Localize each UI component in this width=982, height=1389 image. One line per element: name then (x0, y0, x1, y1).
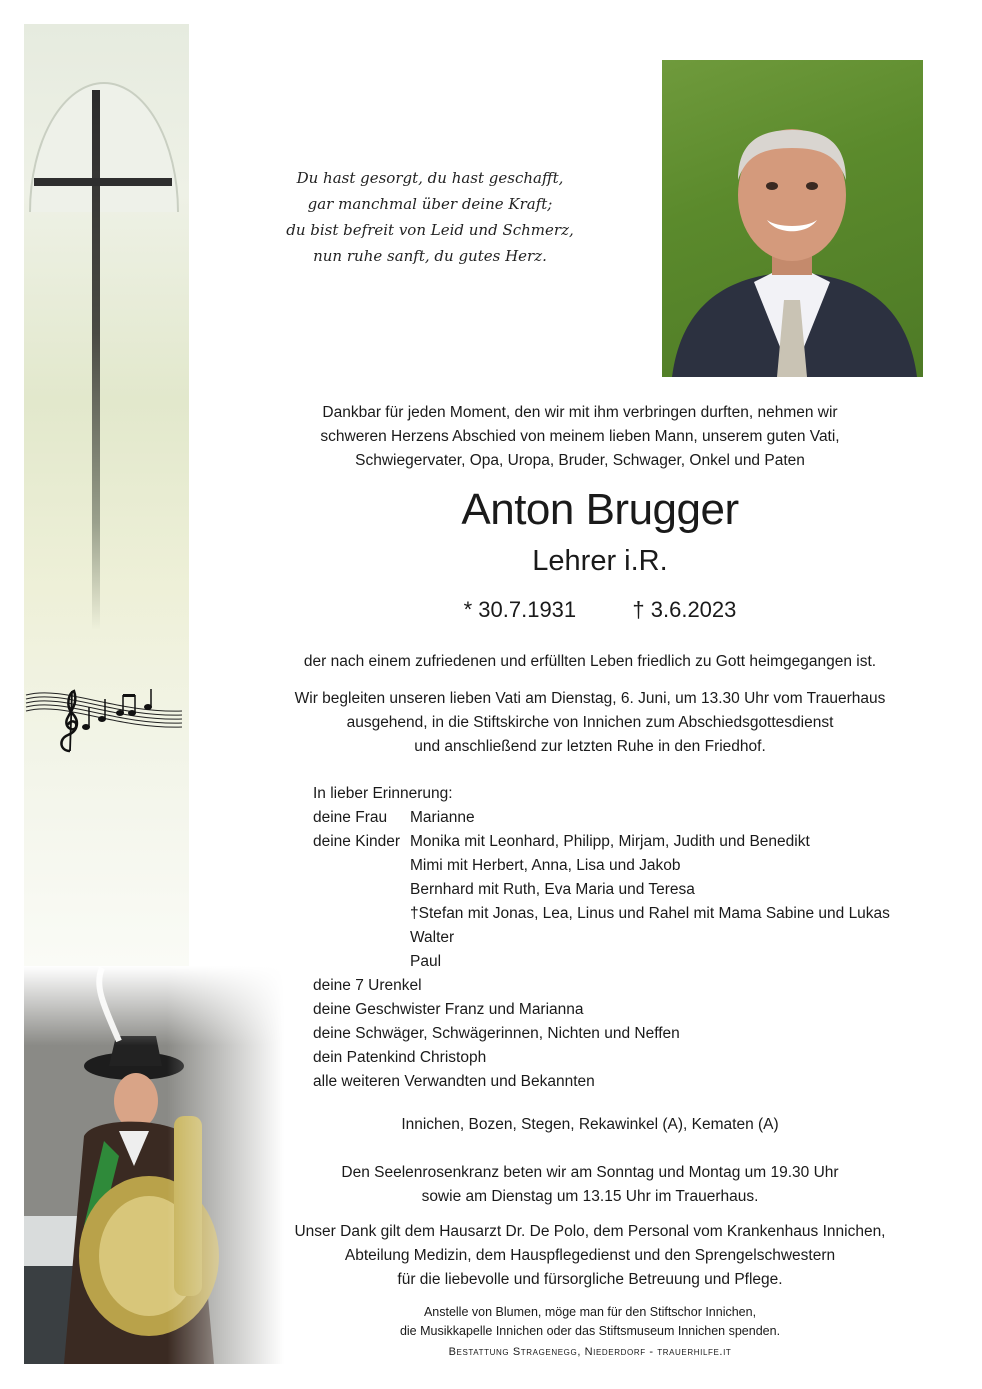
cross-horizontal-beam (34, 178, 172, 186)
family-value: Monika mit Leonhard, Philipp, Mirjam, Judith und Benedikt (410, 833, 810, 850)
family-value: Bernhard mit Ruth, Eva Maria und Teresa (410, 881, 695, 898)
family-row (313, 806, 933, 830)
arch-shape (24, 82, 189, 212)
musician-tuba-photo (24, 966, 284, 1364)
poem-line: Du hast gesorgt, du hast geschafft, (296, 169, 564, 187)
family-row (313, 854, 933, 878)
thanks-line: Abteilung Medizin, dem Hauspflegedienst und den Sprengelschwestern (344, 1247, 836, 1264)
family-heading: In lieber Erinnerung: (313, 785, 453, 802)
cross-vertical-beam (92, 90, 100, 630)
family-value: Mimi mit Herbert, Anna, Lisa und Jakob (410, 857, 681, 874)
family-line: dein Patenkind Christoph (313, 1049, 487, 1066)
family-value: Marianne (410, 809, 475, 826)
flowers-note (300, 1303, 880, 1341)
poem-line: gar manchmal über deine Kraft; (307, 195, 553, 213)
family-line: deine 7 Urenkel (313, 977, 422, 994)
poem (270, 165, 590, 269)
flowers-line: Anstelle von Blumen, möge man für den Stiftschor Innichen, (423, 1305, 757, 1319)
funeral-line: und anschließend zur letzten Ruhe in den Friedhof. (414, 738, 766, 755)
deceased-name: Anton Brugger (461, 485, 739, 534)
rosary-text (280, 1161, 900, 1209)
family-line: deine Schwäger, Schwägerinnen, Nichten und Neffen (313, 1025, 680, 1042)
family-value: Paul (410, 953, 442, 970)
places: Innichen, Bozen, Stegen, Rekawinkel (A), Kematen (A) (401, 1116, 779, 1133)
poem-line: du bist befreit von Leid und Schmerz, (286, 221, 574, 239)
family-row (313, 926, 933, 950)
intro-text (280, 401, 880, 473)
intro-line: schweren Herzens Abschied von meinem lieben Mann, unserem guten Vati, (320, 428, 840, 445)
passing-text: der nach einem zufriedenen und erfüllten Leben friedlich zu Gott heimgegangen ist. (303, 653, 877, 670)
family-row (313, 878, 933, 902)
funeral-text (270, 687, 910, 759)
portrait-photo (662, 60, 923, 377)
music-notes-icon (24, 683, 184, 755)
death-date: † 3.6.2023 (632, 597, 737, 622)
family-list (313, 782, 933, 1094)
poem-line: nun ruhe sanft, du gutes Herz. (313, 247, 547, 265)
family-row (313, 950, 933, 974)
intro-line: Schwiegervater, Opa, Uropa, Bruder, Schwager, Onkel und Paten (355, 452, 805, 469)
portrait-figure (662, 60, 923, 377)
family-value: †Stefan mit Jonas, Lea, Linus und Rahel mit Mama Sabine und Lukas (410, 905, 890, 922)
family-row (313, 902, 933, 926)
deceased-title: Lehrer i.R. (532, 545, 668, 577)
birth-date: * 30.7.1931 (463, 597, 577, 622)
funeral-line: ausgehend, in die Stiftskirche von Innichen zum Abschiedsgottesdienst (346, 714, 834, 731)
family-label: deine Frau (313, 809, 388, 826)
family-line: alle weiteren Verwandten und Bekannten (313, 1073, 595, 1090)
rosary-line: Den Seelenrosenkranz beten wir am Sonntag und Montag um 19.30 Uhr (341, 1164, 839, 1181)
family-label: deine Kinder (313, 833, 401, 850)
rosary-line: sowie am Dienstag um 13.15 Uhr im Trauerhaus. (421, 1188, 759, 1205)
funeral-line: Wir begleiten unseren lieben Vati am Dienstag, 6. Juni, um 13.30 Uhr vom Trauerhaus (294, 690, 886, 707)
funeral-home-footer: Bestattung Stragenegg, Niederdorf - trauerhilfe.it (448, 1346, 732, 1358)
family-row (313, 830, 933, 854)
life-dates (420, 594, 780, 626)
family-line: deine Geschwister Franz und Marianna (313, 1001, 584, 1018)
flowers-line: die Musikkapelle Innichen oder das Stiftsmuseum Innichen spenden. (399, 1324, 781, 1338)
family-value: Walter (410, 929, 455, 946)
thanks-text (270, 1220, 910, 1292)
thanks-line: für die liebevolle und fürsorgliche Betreuung und Pflege. (397, 1271, 783, 1288)
thanks-line: Unser Dank gilt dem Hausarzt Dr. De Polo, dem Personal vom Krankenhaus Innichen, (294, 1223, 886, 1240)
intro-line: Dankbar für jeden Moment, den wir mit ihm verbringen durften, nehmen wir (322, 404, 838, 421)
